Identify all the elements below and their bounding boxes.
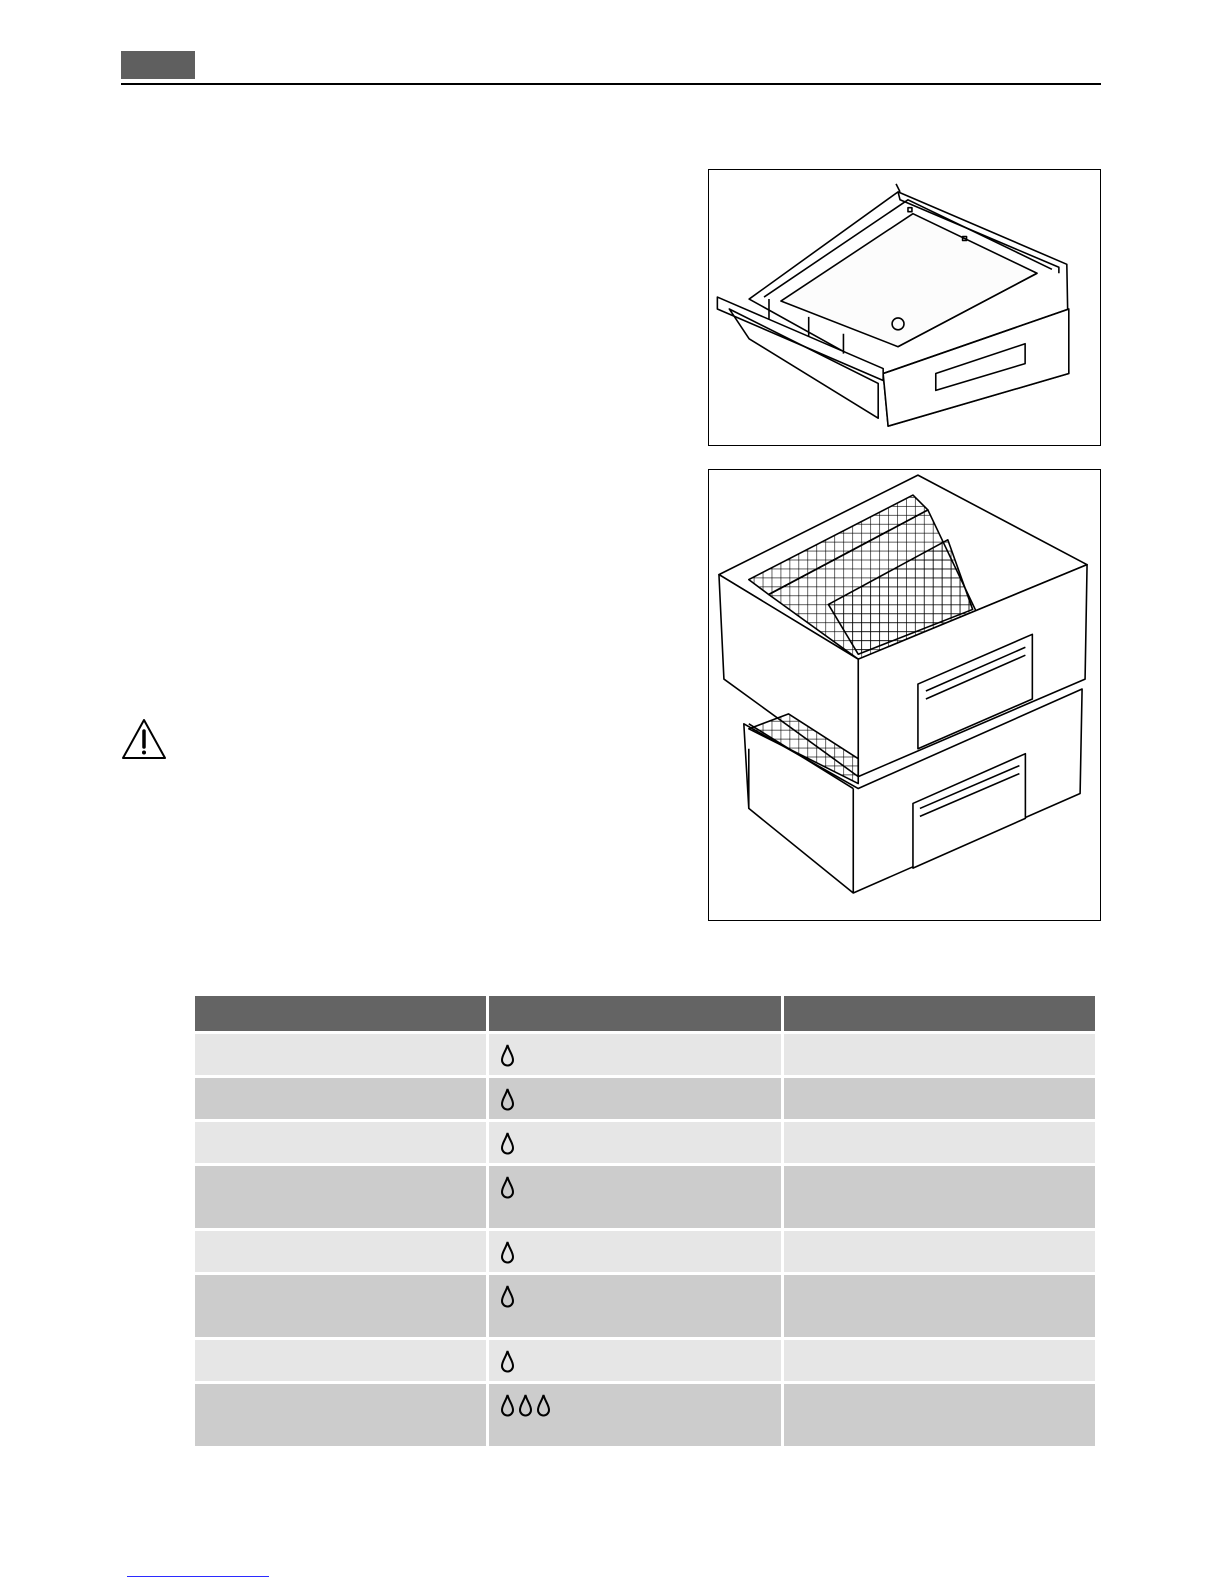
table-row (195, 1275, 1095, 1337)
table-cell (489, 1384, 780, 1446)
table-row (195, 1078, 1095, 1119)
warning-triangle-icon (120, 717, 168, 761)
table-cell (489, 1122, 780, 1163)
humidity-level (499, 1340, 770, 1373)
table-row (195, 1384, 1095, 1446)
table-cell (784, 1122, 1095, 1163)
crisper-drawer-figure (708, 169, 1101, 446)
humidity-level (499, 1078, 770, 1111)
table-header-cell (784, 996, 1095, 1031)
table-cell (195, 1231, 486, 1272)
table-cell (784, 1340, 1095, 1381)
water-drop-icon (499, 1349, 516, 1373)
table-cell (195, 1340, 486, 1381)
humidity-level (499, 1231, 770, 1264)
table-cell (195, 1078, 486, 1119)
wire-basket-illustration-icon (709, 470, 1100, 920)
table-cell (195, 1122, 486, 1163)
humidity-level (499, 1275, 770, 1308)
table-cell (489, 1275, 780, 1337)
table-cell (784, 1166, 1095, 1228)
table-cell (489, 1231, 780, 1272)
humidity-level (499, 1166, 770, 1199)
water-drop-icon (499, 1131, 516, 1155)
table-row (195, 1231, 1095, 1272)
table-cell (489, 1078, 780, 1119)
water-drop-icon (499, 1175, 516, 1199)
table-cell (195, 1034, 486, 1075)
table-header-row (195, 996, 1095, 1031)
table-cell (784, 1384, 1095, 1446)
table-cell (195, 1275, 486, 1337)
table-header-cell (195, 996, 486, 1031)
water-drop-icon (535, 1393, 552, 1417)
table-row (195, 1034, 1095, 1075)
freezer-baskets-figure (708, 469, 1101, 921)
table-cell (195, 1384, 486, 1446)
header-rule (121, 83, 1101, 85)
footer-link-underline[interactable] (127, 1576, 269, 1577)
table-row (195, 1166, 1095, 1228)
table-cell (489, 1340, 780, 1381)
water-drop-icon (499, 1087, 516, 1111)
water-drop-icon (499, 1393, 516, 1417)
water-drop-icon (499, 1043, 516, 1067)
water-drop-icon (499, 1240, 516, 1264)
table-cell (784, 1275, 1095, 1337)
table-row (195, 1340, 1095, 1381)
table-cell (784, 1231, 1095, 1272)
storage-table (192, 993, 1098, 1449)
water-drop-icon (499, 1284, 516, 1308)
table-row (195, 1122, 1095, 1163)
humidity-level (499, 1122, 770, 1155)
table-header-cell (489, 996, 780, 1031)
header-section-tab (121, 51, 195, 79)
water-drop-icon (517, 1393, 534, 1417)
table-cell (489, 1034, 780, 1075)
table-cell (195, 1166, 486, 1228)
table-cell (784, 1034, 1095, 1075)
humidity-level (499, 1384, 770, 1417)
table-cell (784, 1078, 1095, 1119)
humidity-level (499, 1034, 770, 1067)
table-cell (489, 1166, 780, 1228)
drawer-illustration-icon (709, 170, 1100, 445)
